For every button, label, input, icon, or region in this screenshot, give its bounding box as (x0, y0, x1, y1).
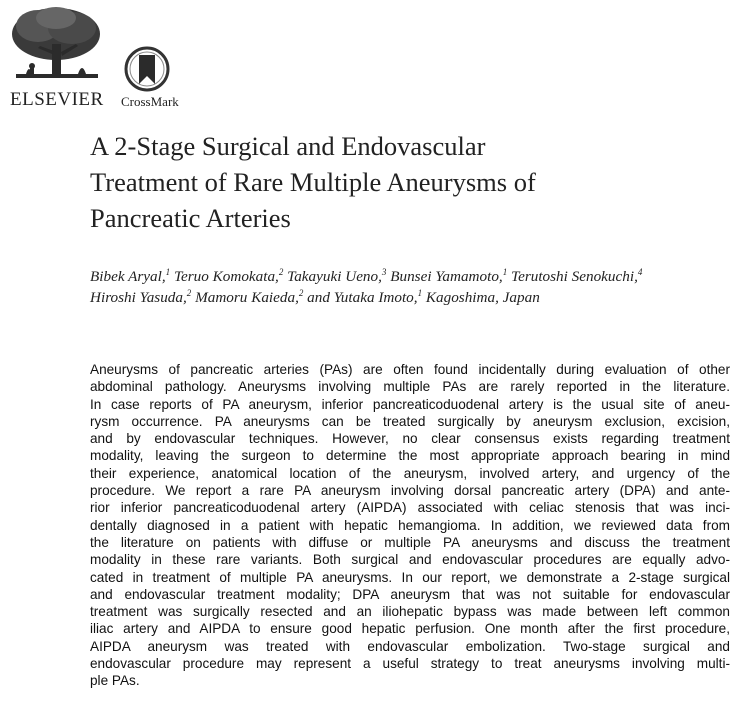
affiliation-marker: 2 (298, 287, 304, 298)
author-name: Takayuki Ueno, (287, 268, 382, 285)
crossmark-icon[interactable] (124, 46, 170, 92)
title-line: Treatment of Rare Multiple Aneurysms of (90, 167, 536, 197)
abstract-line: iliac artery and AIPDA to ensure good hepatic perfusion. One month after the first procedure, (90, 621, 730, 637)
abstract-line: treatment was surgically resected and an iliohepatic bypass was made between left common (90, 604, 730, 620)
title-line: Pancreatic Arteries (90, 203, 291, 233)
abstract-line: rysm occurrence. PA aneurysms can be treated surgically by aneurysm exclusion, excision, (90, 413, 730, 429)
author-list (90, 266, 740, 308)
author-location: Kagoshima, Japan (425, 289, 540, 306)
abstract-line: endovascular procedure may represent a useful strategy to treat aneurysms involving multi- (90, 656, 730, 672)
crossmark-label[interactable]: CrossMark (121, 94, 179, 109)
title-line: A 2-Stage Surgical and Endovascular (90, 131, 486, 161)
abstract-line: their experience, anatomical location of the aneurysm, involved artery, and urgency of the (90, 465, 730, 481)
abstract-line: the literature on patients with diffuse or multiple PA aneurysms and discuss the treatment (90, 534, 730, 550)
affiliation-marker: 2 (278, 266, 284, 277)
abstract-line: Aneurysms of pancreatic arteries (PAs) are often found incidentally during evaluation of other (90, 362, 730, 377)
author-name: Terutoshi Senokuchi, (511, 268, 638, 285)
elsevier-tree-logo (8, 4, 104, 86)
author-name: and Yutaka Imoto, (307, 289, 418, 306)
affiliation-marker: 4 (637, 266, 643, 277)
author-line-1 (90, 266, 740, 287)
abstract-line: rior inferior pancreaticoduodenal artery (AIPDA) associated with celiac stenosis that was inci- (90, 500, 730, 516)
author-name: Bunsei Yamamoto, (390, 268, 503, 285)
abstract-line: dentally diagnosed in a patient with hepatic hemangioma. In addition, we reviewed data from (90, 517, 730, 533)
author-name: Teruo Komokata, (173, 268, 279, 285)
abstract-line: modality in these rare variants. Both surgical and endovascular procedures are equally advo- (90, 552, 730, 568)
affiliation-marker: 1 (165, 266, 171, 277)
abstract-line: modality, leaving the surgeon to determine the most appropriate approach bearing in mind (90, 448, 730, 464)
abstract-line: abdominal pathology. Aneurysms involving multiple PAs are rarely reported in the literature. (90, 379, 730, 395)
abstract-line: and by endovascular techniques. However, no clear consensus exists regarding treatment (90, 431, 730, 447)
author-name: Bibek Aryal, (90, 268, 166, 285)
author-line-2 (90, 287, 740, 308)
abstract-line: procedure. We report a rare PA aneurysm involving dorsal pancreatic artery (DPA) and ante- (90, 483, 730, 499)
abstract-line: AIPDA aneurysm was treated with endovascular embolization. Two-stage surgical and (90, 638, 730, 654)
affiliation-marker: 1 (502, 266, 508, 277)
author-name: Hiroshi Yasuda, (90, 289, 187, 306)
affiliation-marker: 3 (381, 266, 387, 277)
abstract-line: In case reports of PA aneurysm, inferior pancreaticoduodenal artery is the usual site of aneu- (90, 396, 730, 412)
abstract-line: and endovascular treatment modality; DPA aneurysm that was not suitable for endovascular (90, 586, 730, 602)
affiliation-marker: 2 (186, 287, 192, 298)
abstract (90, 361, 730, 690)
affiliation-marker: 1 (417, 287, 423, 298)
author-name: Mamoru Kaieda, (195, 289, 299, 306)
article-title (90, 128, 730, 236)
abstract-line: cated in treatment of multiple PA aneurysms. In our report, we demonstrate a 2-stage surgical (90, 569, 730, 585)
abstract-line: ple PAs. (90, 673, 140, 689)
publisher-name: ELSEVIER (10, 89, 104, 110)
